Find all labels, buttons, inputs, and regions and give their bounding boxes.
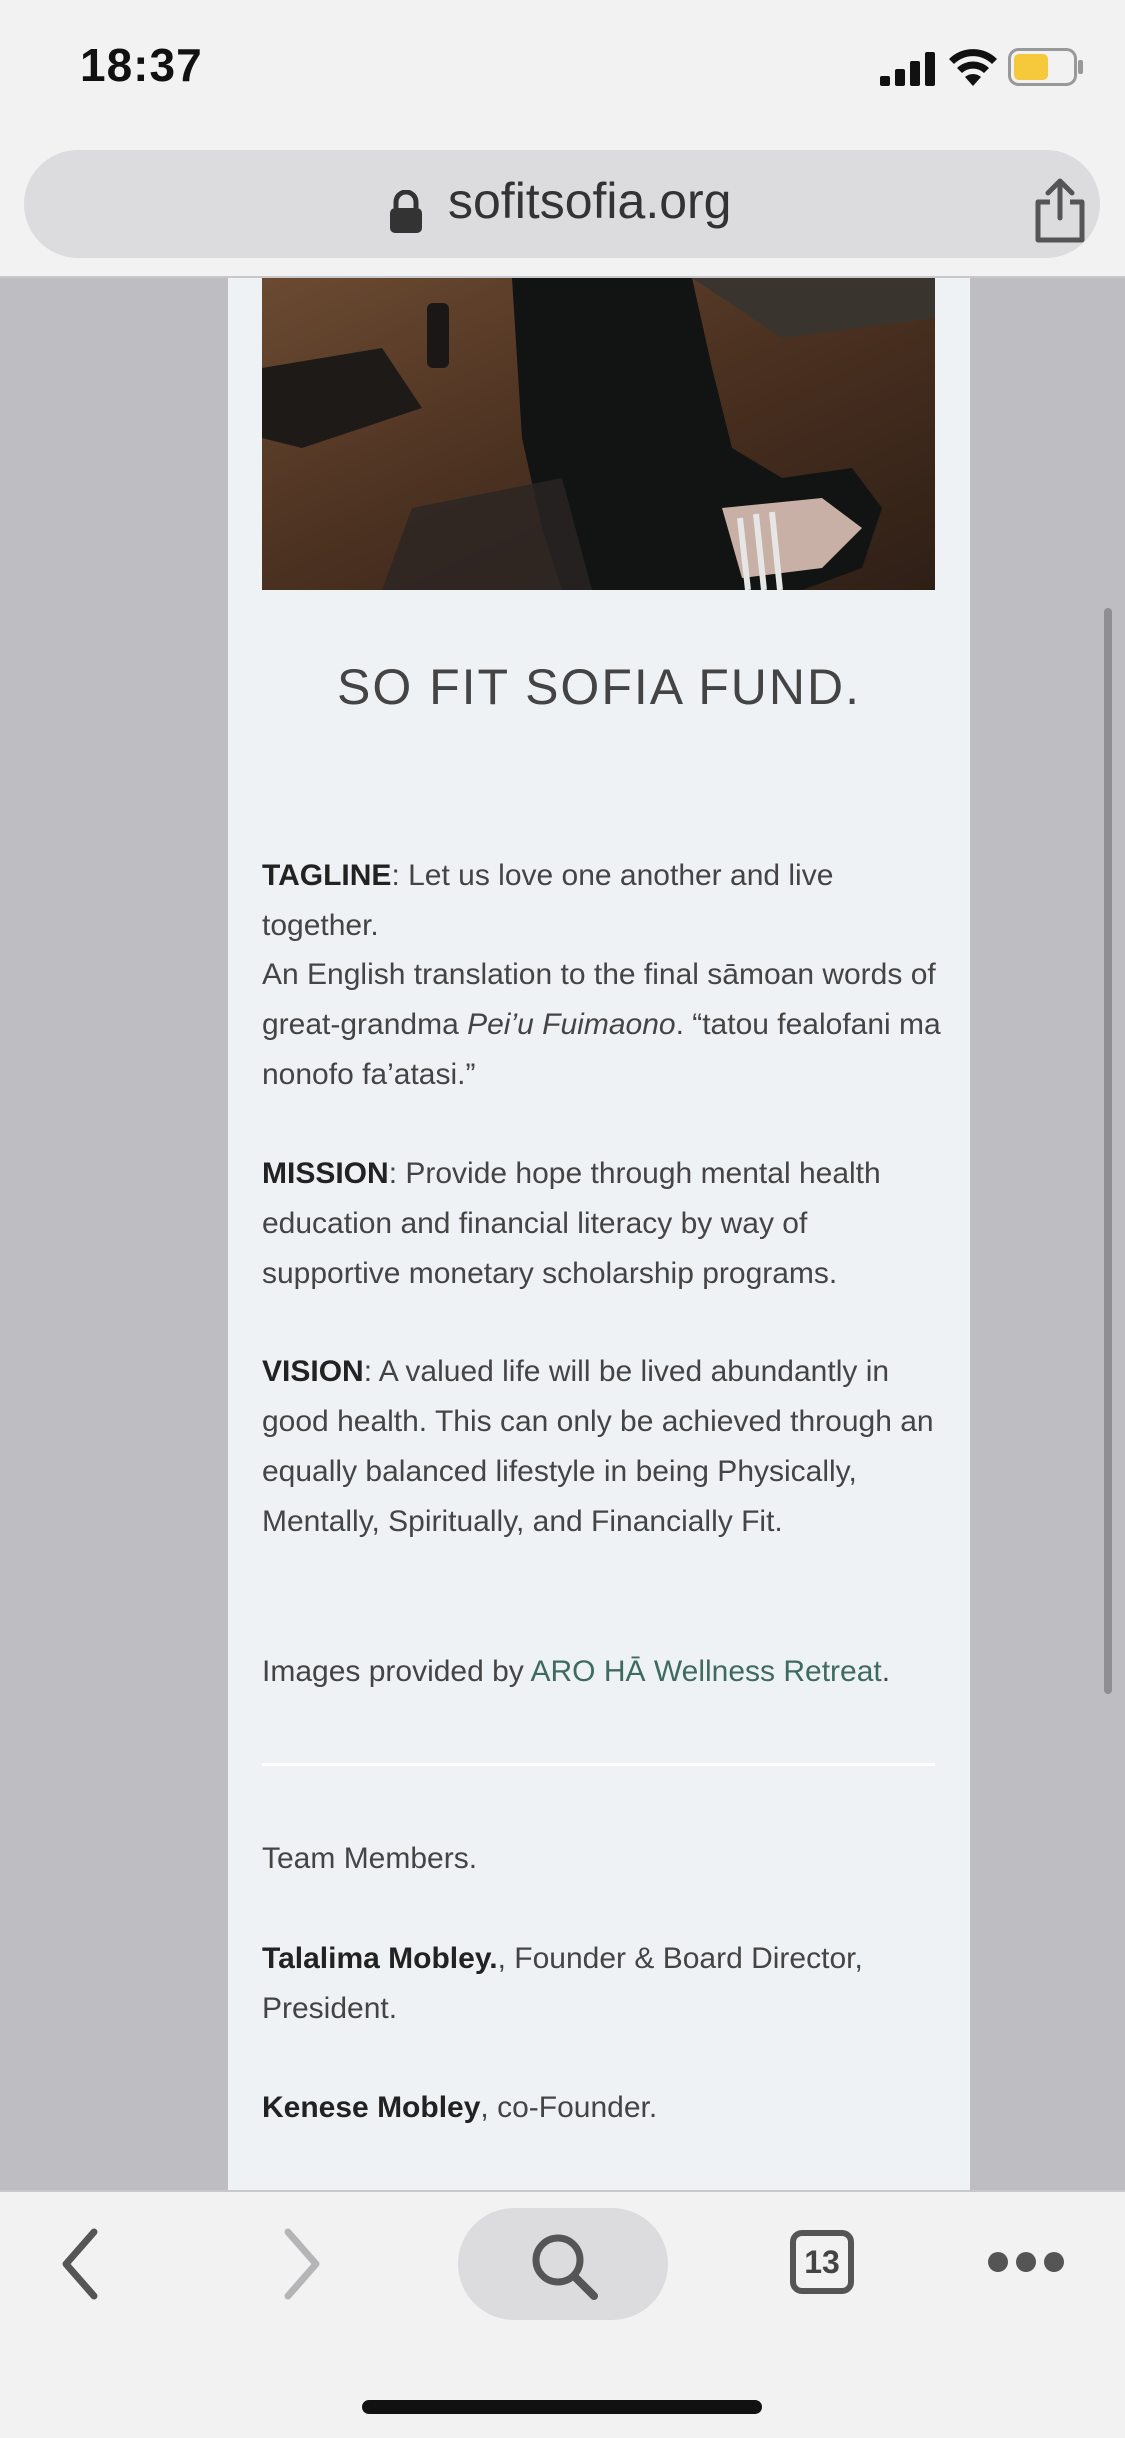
- translation-text-2: . “tatou fealofani ma nonofo fa’atasi.”: [262, 1008, 941, 1091]
- team-member-2: [262, 2083, 942, 2133]
- tabs-button[interactable]: 13: [790, 2230, 854, 2294]
- translation-text-1: An English translation to the final sāmoan words of great-grandma: [262, 958, 936, 1041]
- browser-toolbar: [0, 2190, 1125, 2438]
- credit-suffix: .: [881, 1655, 891, 1688]
- divider: [262, 1763, 935, 1766]
- mission-paragraph: [262, 1149, 942, 1299]
- address-bar-area: [0, 140, 1125, 278]
- credit-prefix: Images provided by: [262, 1655, 531, 1688]
- wifi-icon: [948, 46, 998, 88]
- address-bar[interactable]: [24, 150, 1100, 258]
- status-time: 18:37: [80, 39, 203, 91]
- hero-image: [262, 278, 935, 590]
- team-member-1: [262, 1934, 942, 2034]
- tagline-paragraph: [262, 851, 942, 951]
- aro-ha-link[interactable]: ARO HĀ Wellness Retreat: [530, 1655, 882, 1688]
- tagline-label: TAGLINE: [262, 859, 392, 892]
- scrollbar[interactable]: [1104, 608, 1112, 1694]
- vision-label: VISION: [262, 1355, 364, 1388]
- more-icon[interactable]: [984, 2248, 1068, 2276]
- member-2-role: , co-Founder.: [480, 2091, 658, 2124]
- mission-text: : Provide hope through mental health education and financial literacy by way of supportive monetary scholarship programs.: [262, 1157, 881, 1290]
- image-credit: [262, 1647, 942, 1697]
- search-button[interactable]: [458, 2208, 668, 2320]
- team-heading: Team Members.: [262, 1842, 478, 1875]
- url-text: sofitsofia.org: [448, 173, 732, 229]
- page-title: SO FIT SOFIA FUND.: [336, 659, 861, 715]
- lock-icon: [388, 190, 424, 234]
- cellular-signal-icon: [880, 52, 936, 86]
- yoga-photo: [262, 278, 935, 590]
- share-icon[interactable]: [1030, 178, 1090, 244]
- forward-icon[interactable]: [278, 2226, 326, 2302]
- status-bar: [0, 0, 1125, 140]
- translation-paragraph: [262, 950, 942, 1100]
- search-icon: [528, 2230, 600, 2302]
- home-indicator: [362, 2400, 762, 2414]
- battery-icon: [1008, 48, 1084, 86]
- translation-name: Pei’u Fuimaono: [467, 1008, 676, 1041]
- member-1-name: Talalima Mobley.: [262, 1942, 498, 1975]
- tagline-text: : Let us love one another and live together.: [262, 859, 834, 942]
- back-icon[interactable]: [56, 2226, 104, 2302]
- member-1-role: , Founder & Board Director, President.: [262, 1942, 863, 2025]
- mission-label: MISSION: [262, 1157, 389, 1190]
- vision-paragraph: [262, 1347, 942, 1547]
- page-content: [228, 278, 970, 2190]
- vision-text: : A valued life will be lived abundantly in good health. This can only be achieved through an equally balanced lifestyle in being Physically, Mentally, Spiritually, and Financially Fit.: [262, 1355, 934, 1538]
- member-2-name: Kenese Mobley: [262, 2091, 481, 2124]
